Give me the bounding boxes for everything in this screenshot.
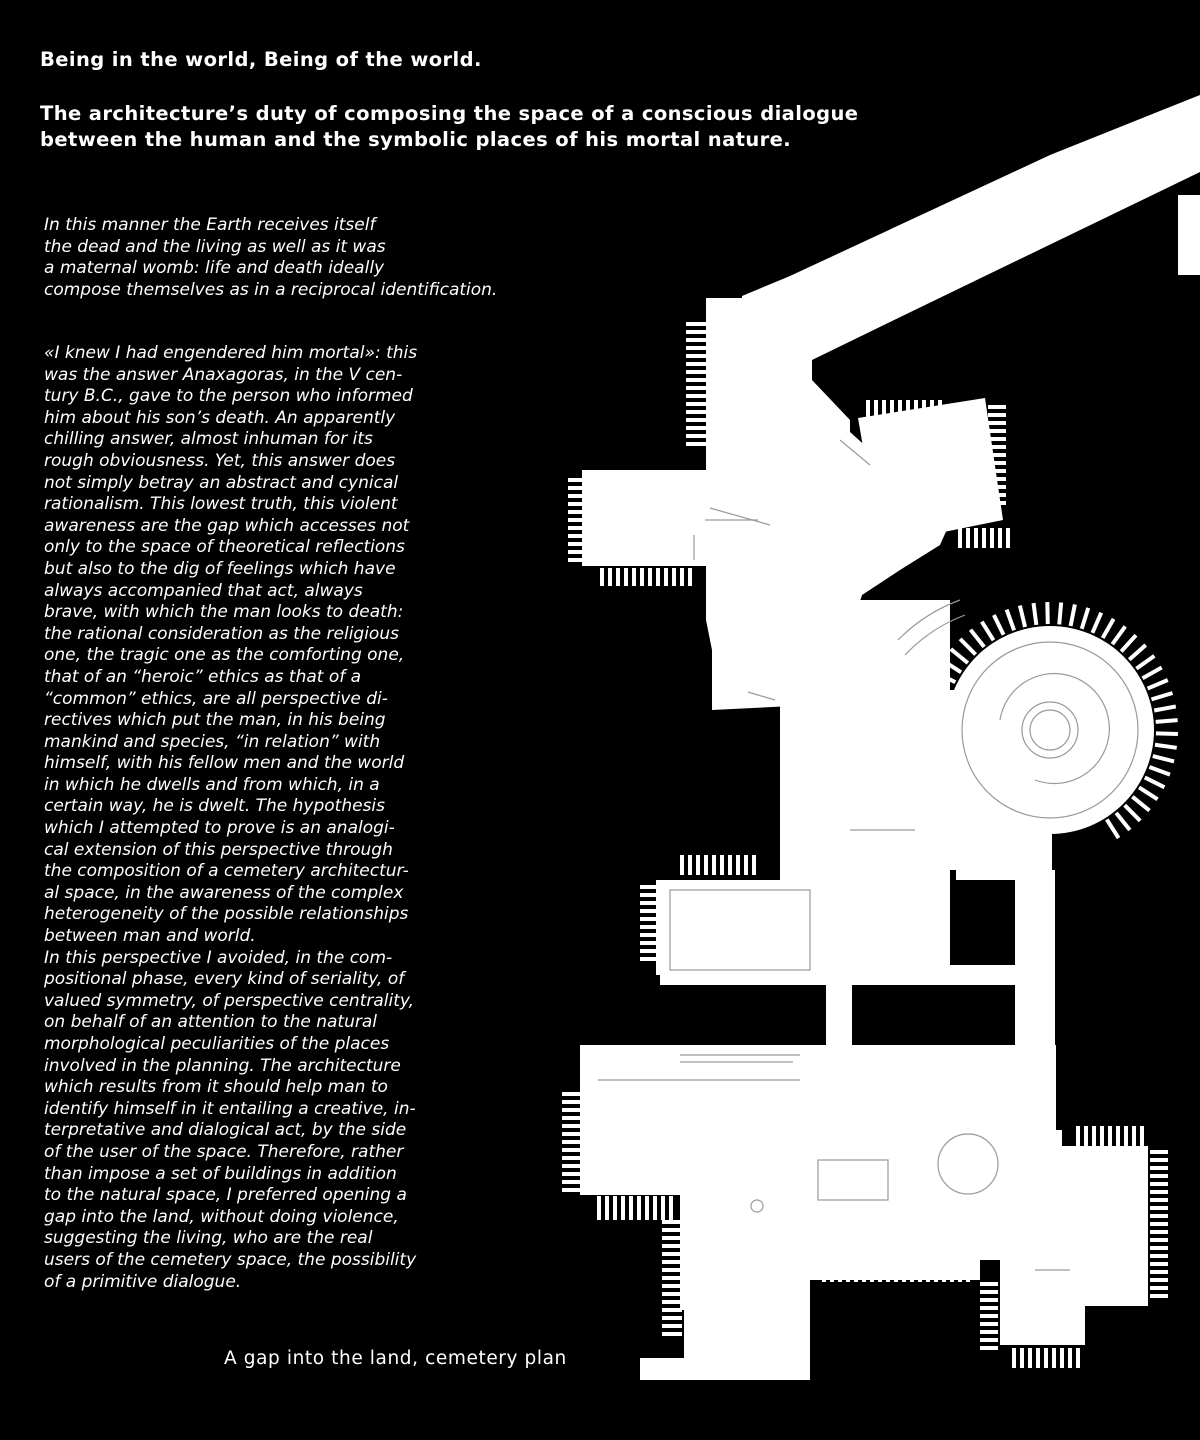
niche-tick bbox=[662, 1284, 682, 1288]
niche-tick bbox=[936, 872, 940, 890]
niche-tick-radial bbox=[982, 622, 994, 641]
niche-tick bbox=[640, 957, 656, 961]
niche-tick bbox=[662, 1308, 682, 1312]
niche-tick bbox=[640, 933, 656, 937]
niche-tick bbox=[1084, 1126, 1088, 1146]
niche-tick bbox=[1092, 1126, 1096, 1146]
niche-tick bbox=[645, 1196, 649, 1220]
niche-tick bbox=[1150, 1278, 1168, 1282]
niche-tick bbox=[562, 1188, 580, 1192]
niche-tick bbox=[686, 394, 706, 398]
niche-tick bbox=[686, 418, 706, 422]
niche-tick-radial bbox=[1156, 720, 1178, 722]
niche-tick-radial bbox=[1156, 733, 1178, 734]
niche-tick bbox=[696, 855, 700, 875]
niche-tick bbox=[926, 1262, 930, 1282]
niche-tick bbox=[988, 501, 1006, 505]
niche-tick-radial bbox=[1143, 668, 1162, 679]
niche-tick bbox=[568, 502, 584, 506]
niche-tick bbox=[1150, 1246, 1168, 1250]
niche-tick-radial bbox=[960, 639, 975, 655]
niche-tick-radial bbox=[1107, 819, 1119, 838]
niche-tick-radial bbox=[951, 649, 968, 663]
niche-tick bbox=[562, 1140, 580, 1144]
niche-tick bbox=[1076, 1348, 1080, 1368]
niche-tick bbox=[686, 370, 706, 374]
niche-tick bbox=[880, 872, 884, 890]
niche-tick bbox=[686, 330, 706, 334]
niche-tick bbox=[1150, 1286, 1168, 1290]
niche-tick bbox=[1020, 1348, 1024, 1368]
niche-tick bbox=[568, 558, 584, 562]
niche-tick bbox=[1150, 1238, 1168, 1242]
niche-tick bbox=[568, 518, 584, 522]
niche-tick bbox=[928, 872, 932, 890]
niche-tick-radial bbox=[1071, 604, 1075, 626]
niche-tick bbox=[1150, 1254, 1168, 1258]
niche-tick bbox=[1116, 1126, 1120, 1146]
niche-tick bbox=[830, 1262, 834, 1282]
niche-tick bbox=[686, 354, 706, 358]
niche-tick bbox=[1052, 1348, 1056, 1368]
niche-tick-radial bbox=[922, 726, 944, 727]
niche-tick bbox=[664, 568, 668, 586]
niche-tick bbox=[980, 1306, 998, 1310]
niche-tick bbox=[974, 528, 978, 548]
niche-tick bbox=[662, 1276, 682, 1280]
niche-tick bbox=[888, 872, 892, 890]
niche-tick bbox=[736, 855, 740, 875]
niche-tick bbox=[1012, 1348, 1016, 1368]
niche-tick bbox=[958, 528, 962, 548]
niche-tick bbox=[662, 1236, 682, 1240]
niche-tick bbox=[686, 362, 706, 366]
niche-tick-radial bbox=[1148, 680, 1168, 689]
niche-tick bbox=[680, 855, 684, 875]
niche-tick-radial bbox=[1059, 602, 1061, 624]
niche-tick bbox=[562, 1124, 580, 1128]
niche-tick bbox=[1124, 1126, 1128, 1146]
niche-tick bbox=[1150, 1230, 1168, 1234]
niche-tick bbox=[568, 526, 584, 530]
niche-tick bbox=[966, 1262, 970, 1282]
niche-tick bbox=[862, 1262, 866, 1282]
niche-tick bbox=[914, 400, 918, 422]
niche-tick bbox=[616, 568, 620, 586]
niche-tick bbox=[822, 1262, 826, 1282]
niche-tick bbox=[704, 855, 708, 875]
niche-tick-radial bbox=[1153, 756, 1174, 761]
niche-tick bbox=[1150, 1294, 1168, 1298]
niche-tick bbox=[562, 1172, 580, 1176]
niche-tick bbox=[922, 400, 926, 422]
niche-tick bbox=[686, 442, 706, 446]
niche-tick bbox=[846, 1262, 850, 1282]
niche-tick-radial bbox=[1007, 610, 1014, 631]
niche-tick bbox=[648, 568, 652, 586]
niche-tick bbox=[950, 1262, 954, 1282]
niche-tick bbox=[1150, 1270, 1168, 1274]
niche-tick bbox=[988, 421, 1006, 425]
niche-tick bbox=[1068, 1348, 1072, 1368]
niche-tick bbox=[728, 855, 732, 875]
niche-tick bbox=[686, 322, 706, 326]
niche-tick-radial bbox=[1125, 805, 1141, 821]
niche-tick bbox=[608, 568, 612, 586]
niche-tick bbox=[562, 1148, 580, 1152]
niche-tick bbox=[1150, 1150, 1168, 1154]
niche-tick bbox=[878, 1262, 882, 1282]
niche-tick bbox=[662, 1252, 682, 1256]
niche-tick bbox=[562, 1116, 580, 1120]
niche-tick-radial bbox=[1151, 693, 1172, 699]
niche-tick bbox=[597, 1196, 601, 1220]
niche-tick bbox=[688, 568, 692, 586]
niche-tick bbox=[990, 528, 994, 548]
niche-tick bbox=[1060, 1348, 1064, 1368]
plan-lower-right-hall bbox=[972, 1130, 1062, 1260]
niche-tick bbox=[662, 1260, 682, 1264]
niche-tick bbox=[680, 568, 684, 586]
niche-tick bbox=[640, 941, 656, 945]
niche-tick bbox=[568, 478, 584, 482]
niche-tick bbox=[838, 1262, 842, 1282]
niche-tick-radial bbox=[1020, 606, 1025, 627]
niche-tick-radial bbox=[1155, 745, 1177, 748]
niche-tick bbox=[686, 346, 706, 350]
niche-tick bbox=[662, 1332, 682, 1336]
niche-tick bbox=[898, 400, 902, 422]
niche-tick bbox=[998, 528, 1002, 548]
niche-tick-radial bbox=[1092, 613, 1101, 633]
niche-tick bbox=[640, 568, 644, 586]
niche-tick bbox=[866, 400, 870, 422]
plan-pier-right bbox=[1015, 870, 1055, 1050]
niche-tick bbox=[980, 1338, 998, 1342]
niche-tick bbox=[1100, 1126, 1104, 1146]
niche-tick bbox=[1150, 1214, 1168, 1218]
niche-tick bbox=[1044, 1348, 1048, 1368]
niche-tick bbox=[1132, 1126, 1136, 1146]
niche-tick bbox=[944, 872, 948, 890]
niche-tick bbox=[568, 542, 584, 546]
niche-tick bbox=[958, 1262, 962, 1282]
plan-upper-left-wing bbox=[582, 470, 708, 566]
plan-bottom-stair bbox=[640, 1358, 810, 1380]
niche-tick bbox=[988, 413, 1006, 417]
plan-lower-right-block bbox=[1000, 1250, 1085, 1345]
niche-tick bbox=[1150, 1206, 1168, 1210]
niche-tick bbox=[982, 528, 986, 548]
plan-caption: A gap into the land, cemetery plan bbox=[224, 1348, 567, 1369]
niche-tick bbox=[662, 1292, 682, 1296]
niche-tick bbox=[662, 1220, 682, 1224]
plan-masses bbox=[580, 95, 1200, 1380]
body-paragraph: «I knew I had engendered him mortal»: this was the answer Anaxagoras, in the V cen- tury B.C., gave to the person who informed him about his son’s death. An apparently chilling answer, almost inhuman for its rough obviousness. Yet, this answer does not simply betray an abstract and cynical rationalism. This lowest truth, this violent awareness are the gap which accesses not only to the space of theoretical reflections but also to the dig of feelings which have always accompanied that act, always brave, with which the man looks to death: the rational consideration as the religious one, the tragic one as the comforting one, that of an “heroic” ethics as that of a “common” ethics, are all perspective di- rectives which put the man, in his being mankind and species, “in relation” with himself, with his fellow men and the world in which he dwells and from which, in a certain way, he is dwelt. The hypothesis which I attempted to prove is an analogi- cal extension of this perspective through the composition of a cemetery architectur- al space, in the awareness of the complex heterogeneity of the possible relationships between man and world. In this perspective I avoided, in the com- positional phase, every kind of seriality, of valued symmetry, of perspective centrality, on behalf of an attention to the natural morphological peculiarities of the places involved in the planning. The architecture which results from it should help man to identify himself in it entailing a creative, in- terpretative and dialogical act, by the side of the user of the space. Therefore, rather than impose a set of buildings in addition to the natural space, I preferred opening a gap into the land, without doing violence, suggesting the living, who are the real users of the cemetery space, the possibility of a primitive dialogue. bbox=[44, 343, 418, 1292]
niche-tick bbox=[980, 1290, 998, 1294]
niche-tick bbox=[980, 1346, 998, 1350]
niche-tick-radial bbox=[922, 738, 944, 740]
niche-tick-radial bbox=[994, 615, 1004, 635]
niche-tick bbox=[640, 893, 656, 897]
niche-tick bbox=[988, 477, 1006, 481]
niche-tick bbox=[662, 1324, 682, 1328]
niche-tick bbox=[624, 568, 628, 586]
niche-tick bbox=[562, 1164, 580, 1168]
niche-tick bbox=[902, 1262, 906, 1282]
niche-tick bbox=[988, 453, 1006, 457]
niche-tick bbox=[896, 872, 900, 890]
heading-subtitle: The architecture’s duty of composing the space of a conscious dialogue between the human and the symbolic places of his mortal nature. bbox=[40, 102, 859, 151]
niche-tick bbox=[672, 568, 676, 586]
niche-tick bbox=[686, 402, 706, 406]
niche-tick bbox=[988, 493, 1006, 497]
niche-tick bbox=[662, 1268, 682, 1272]
niche-tick-radial bbox=[1129, 645, 1145, 660]
niche-tick bbox=[712, 855, 716, 875]
niche-tick bbox=[744, 855, 748, 875]
niche-tick bbox=[640, 949, 656, 953]
niche-tick bbox=[980, 1282, 998, 1286]
niche-tick bbox=[988, 437, 1006, 441]
niche-tick bbox=[1076, 1126, 1080, 1146]
niche-tick bbox=[910, 1262, 914, 1282]
niche-tick bbox=[568, 534, 584, 538]
niche-tick bbox=[562, 1108, 580, 1112]
niche-tick-radial bbox=[1154, 706, 1176, 710]
heading-title: Being in the world, Being of the world. bbox=[40, 48, 482, 71]
niche-tick bbox=[686, 426, 706, 430]
niche-tick bbox=[1150, 1166, 1168, 1170]
plan-corner-block bbox=[1178, 195, 1200, 275]
niche-tick bbox=[966, 528, 970, 548]
niche-tick bbox=[886, 1262, 890, 1282]
plan-middle-block bbox=[656, 880, 856, 975]
niche-tick-radial bbox=[1116, 813, 1130, 830]
niche-tick bbox=[562, 1100, 580, 1104]
niche-tick bbox=[653, 1196, 657, 1220]
niche-tick bbox=[918, 1262, 922, 1282]
niche-tick bbox=[894, 1262, 898, 1282]
niche-tick bbox=[890, 400, 894, 422]
niche-tick bbox=[980, 1314, 998, 1318]
niche-tick bbox=[988, 461, 1006, 465]
niche-tick-radial bbox=[970, 630, 984, 647]
niche-tick bbox=[568, 494, 584, 498]
niche-tick bbox=[1028, 1348, 1032, 1368]
niche-tick bbox=[662, 1244, 682, 1248]
niche-tick bbox=[662, 1228, 682, 1232]
niche-tick bbox=[912, 872, 916, 890]
niche-tick bbox=[686, 410, 706, 414]
niche-tick bbox=[568, 510, 584, 514]
plan-lower-left-wing bbox=[580, 1085, 680, 1195]
plan-right-column bbox=[852, 800, 1052, 870]
niche-tick-radial bbox=[1145, 777, 1165, 787]
niche-tick bbox=[686, 434, 706, 438]
niche-tick bbox=[720, 855, 724, 875]
niche-tick bbox=[568, 486, 584, 490]
niche-tick bbox=[600, 568, 604, 586]
niche-tick bbox=[938, 400, 942, 422]
niche-tick bbox=[752, 855, 756, 875]
niche-tick bbox=[988, 445, 1006, 449]
niche-tick bbox=[1150, 1174, 1168, 1178]
niche-tick bbox=[872, 872, 876, 890]
niche-tick-radial bbox=[1139, 787, 1157, 799]
niche-tick bbox=[562, 1092, 580, 1096]
niche-tick bbox=[882, 400, 886, 422]
niche-tick bbox=[980, 1298, 998, 1302]
niche-tick bbox=[980, 1330, 998, 1334]
niche-tick bbox=[1140, 1126, 1144, 1146]
niche-tick bbox=[605, 1196, 609, 1220]
niche-tick-radial bbox=[1121, 635, 1136, 651]
niche-tick bbox=[988, 469, 1006, 473]
niche-tick-radial bbox=[1132, 797, 1149, 811]
niche-tick bbox=[1150, 1190, 1168, 1194]
niche-tick bbox=[988, 485, 1006, 489]
niche-tick bbox=[640, 885, 656, 889]
niche-tick bbox=[640, 909, 656, 913]
niche-tick bbox=[662, 1316, 682, 1320]
niche-tick bbox=[640, 925, 656, 929]
niche-tick bbox=[942, 1262, 946, 1282]
niche-tick bbox=[874, 400, 878, 422]
niche-tick bbox=[621, 1196, 625, 1220]
niche-tick bbox=[613, 1196, 617, 1220]
niche-tick bbox=[640, 901, 656, 905]
niche-tick bbox=[686, 386, 706, 390]
niche-tick-radial bbox=[1103, 619, 1114, 638]
niche-tick bbox=[640, 917, 656, 921]
niche-tick bbox=[920, 872, 924, 890]
niche-tick bbox=[686, 338, 706, 342]
niche-tick bbox=[906, 400, 910, 422]
niche-tick bbox=[988, 405, 1006, 409]
niche-tick bbox=[1036, 1348, 1040, 1368]
niche-tick-radial bbox=[1136, 656, 1154, 669]
niche-tick-radial bbox=[1112, 626, 1125, 644]
niche-tick bbox=[656, 568, 660, 586]
niche-tick-radial bbox=[1034, 603, 1037, 625]
niche-tick bbox=[1006, 528, 1010, 548]
intro-paragraph: In this manner the Earth receives itself the dead and the living as well as it was a maternal womb: life and death ideally compose themselves as in a reciprocal identification. bbox=[44, 215, 498, 300]
niche-tick bbox=[1150, 1222, 1168, 1226]
niche-tick bbox=[934, 1262, 938, 1282]
niche-tick bbox=[988, 429, 1006, 433]
niche-tick bbox=[562, 1156, 580, 1160]
niche-tick bbox=[1108, 1126, 1112, 1146]
plan-bottom-arm bbox=[684, 1215, 810, 1375]
niche-tick-radial bbox=[1082, 608, 1089, 629]
niche-tick bbox=[562, 1132, 580, 1136]
niche-tick bbox=[632, 568, 636, 586]
plan-middle-connector bbox=[660, 965, 1055, 985]
niche-tick-radial bbox=[1149, 767, 1170, 775]
niche-tick bbox=[1150, 1262, 1168, 1266]
niche-tick bbox=[1150, 1182, 1168, 1186]
niche-tick bbox=[629, 1196, 633, 1220]
niche-tick bbox=[980, 1322, 998, 1326]
niche-tick bbox=[568, 550, 584, 554]
plan-pier-gap-fill bbox=[956, 870, 1016, 880]
niche-tick bbox=[686, 378, 706, 382]
niche-tick bbox=[1150, 1158, 1168, 1162]
niche-tick bbox=[930, 400, 934, 422]
niche-tick bbox=[904, 872, 908, 890]
niche-tick bbox=[854, 1262, 858, 1282]
niche-tick bbox=[637, 1196, 641, 1220]
niche-tick bbox=[661, 1196, 665, 1220]
niche-tick bbox=[669, 1196, 673, 1220]
niche-tick bbox=[688, 855, 692, 875]
niche-tick bbox=[662, 1300, 682, 1304]
niche-tick bbox=[1150, 1198, 1168, 1202]
plan-pier-left bbox=[826, 980, 852, 1050]
niche-tick bbox=[870, 1262, 874, 1282]
niche-tick bbox=[562, 1180, 580, 1184]
